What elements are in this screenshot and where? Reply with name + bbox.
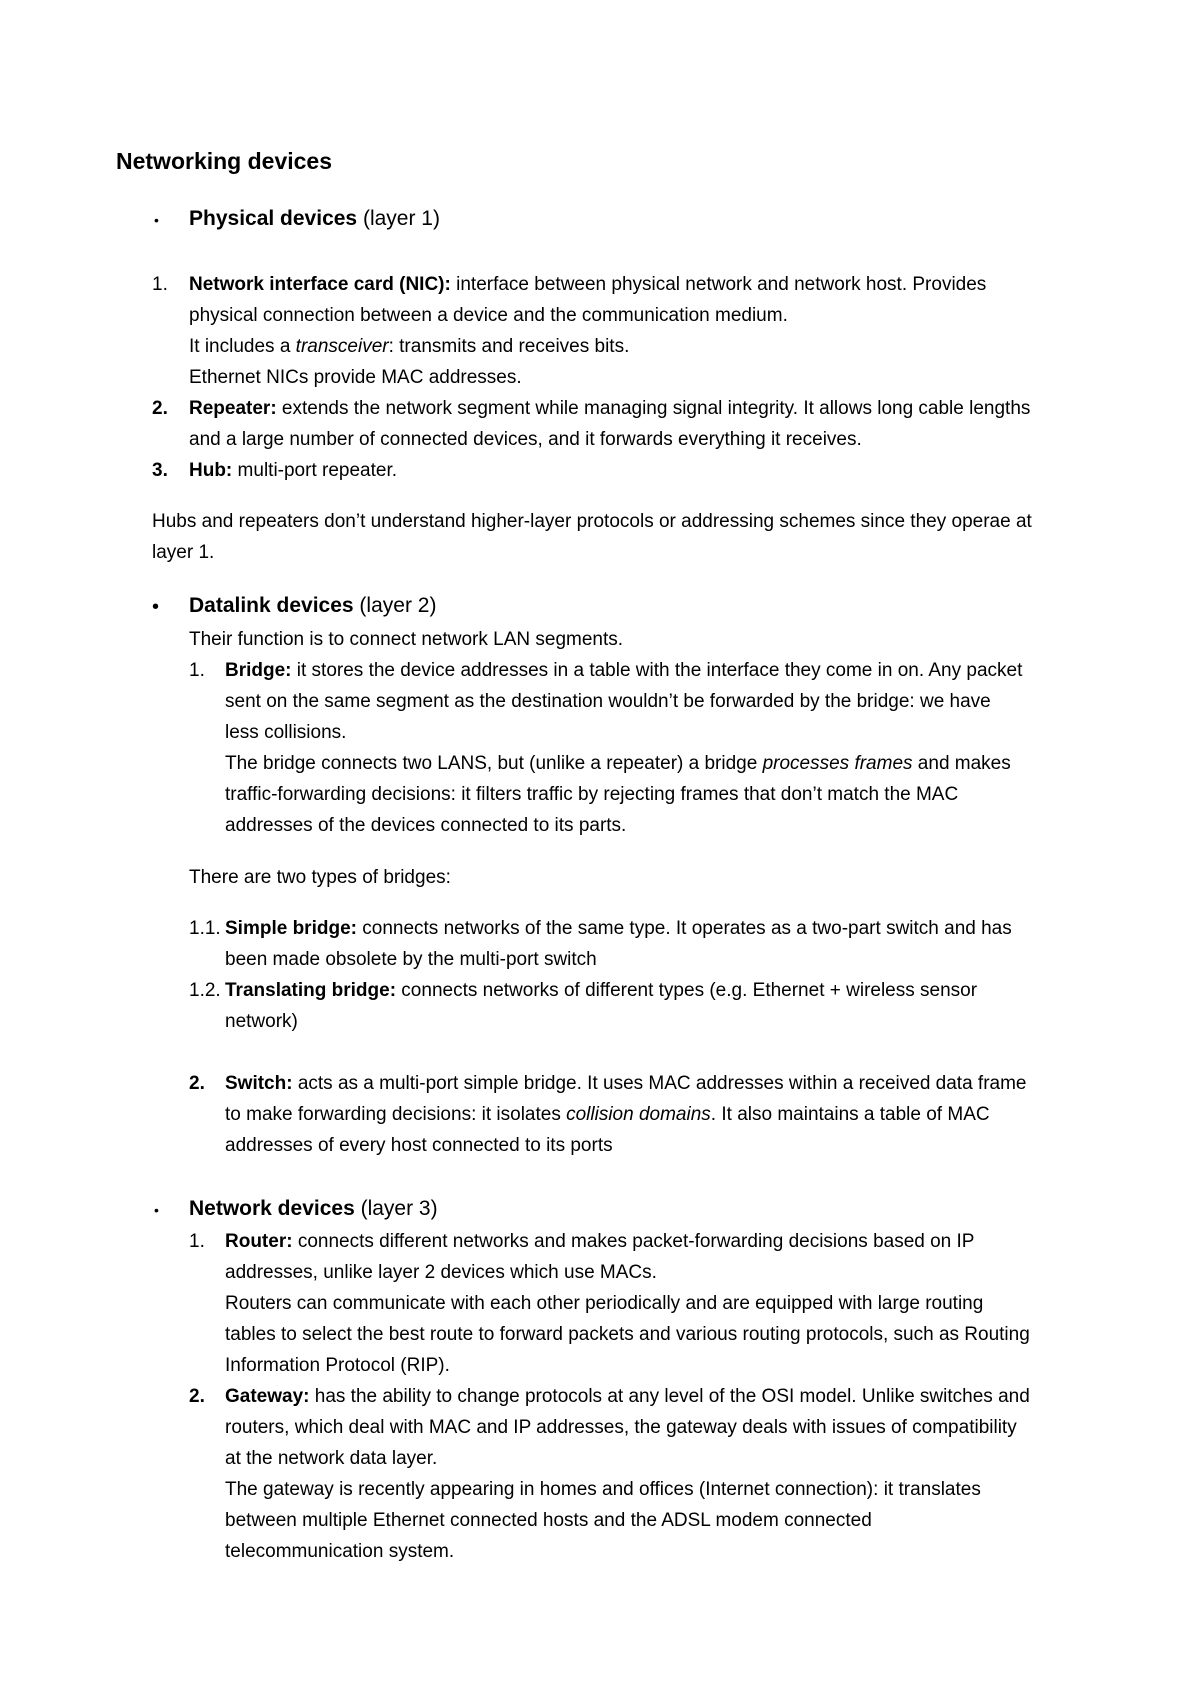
router-item-line5: Information Protocol (RIP). [225,1355,450,1376]
translating-bridge-line1: Translating bridge: connects networks of different types (e.g. Ethernet + wireless sensor [225,980,978,1001]
switch-item-line1: Switch: acts as a multi-port simple bridge. It uses MAC addresses within a received data frame [225,1073,1027,1094]
item-number: 2. [189,1073,205,1094]
gateway-item-line2: routers, which deal with MAC and IP addresses, the gateway deals with issues of compatibility [225,1417,1017,1438]
bridge-item-line2: sent on the same segment as the destination wouldn’t be forwarded by the bridge: we have [225,691,991,712]
repeater-item-line2: and a large number of connected devices, and it forwards everything it receives. [189,429,862,450]
router-item-line3: Routers can communicate with each other periodically and are equipped with large routing [225,1293,984,1314]
subitem-number: 1.2. [189,980,221,1001]
simple-bridge-line2: been made obsolete by the multi-port switch [225,949,597,970]
layer1-note-line1: Hubs and repeaters don’t understand higher-layer protocols or addressing schemes since they operae at [152,511,1032,532]
item-number: 1. [152,274,168,295]
hub-item-line1: Hub: multi-port repeater. [189,460,398,481]
repeater-item-line1: Repeater: extends the network segment while managing signal integrity. It allows long cable lengths [189,398,1031,419]
bullet-layer1: • [154,212,159,228]
router-item-line1: Router: connects different networks and makes packet-forwarding decisions based on IP [225,1231,975,1252]
item-number: 3. [152,460,168,481]
nic-item-line3: It includes a transceiver: transmits and receives bits. [189,336,630,357]
nic-item-line2: physical connection between a device and the communication medium. [189,305,788,326]
section-heading-layer2: Datalink devices (layer 2) [189,594,437,617]
gateway-item-line5: between multiple Ethernet connected hosts and the ADSL modem connected [225,1510,872,1531]
bridge-item-line6: addresses of the devices connected to its parts. [225,815,627,836]
router-item-line4: tables to select the best route to forward packets and various routing protocols, such as Routing [225,1324,1030,1345]
bullet-layer3: • [154,1202,159,1218]
gateway-item-line1: Gateway: has the ability to change protocols at any level of the OSI model. Unlike switches and [225,1386,1030,1407]
bridge-item-line3: less collisions. [225,722,347,743]
section-heading-layer1: Physical devices (layer 1) [189,207,440,230]
section-heading-layer3: Network devices (layer 3) [189,1197,438,1220]
translating-bridge-line2: network) [225,1011,298,1032]
layer1-note-line2: layer 1. [152,542,215,563]
bridge-item-line5: traffic-forwarding decisions: it filters traffic by rejecting frames that don’t match the MAC [225,784,959,805]
item-number: 2. [189,1386,205,1407]
item-number: 1. [189,1231,205,1252]
nic-item-line4: Ethernet NICs provide MAC addresses. [189,367,522,388]
bridge-types-intro: There are two types of bridges: [189,867,451,888]
subitem-number: 1.1. [189,918,221,939]
item-number: 1. [189,660,205,681]
simple-bridge-line1: Simple bridge: connects networks of the same type. It operates as a two-part switch and has [225,918,1012,939]
bridge-item-line4: The bridge connects two LANS, but (unlike a repeater) a bridge processes frames and makes [225,753,1011,774]
nic-item-line1: Network interface card (NIC): interface between physical network and network host. Provides [189,274,987,295]
switch-item-line2: to make forwarding decisions: it isolates collision domains. It also maintains a table of MAC [225,1104,990,1125]
gateway-item-line3: at the network data layer. [225,1448,438,1469]
gateway-item-line6: telecommunication system. [225,1541,455,1562]
gateway-item-line4: The gateway is recently appearing in homes and offices (Internet connection): it translates [225,1479,981,1500]
bullet-layer2: • [152,596,160,618]
page-title: Networking devices [116,148,333,174]
router-item-line2: addresses, unlike layer 2 devices which use MACs. [225,1262,657,1283]
bridge-item-line1: Bridge: it stores the device addresses in a table with the interface they come in on. Any packet [225,660,1023,681]
switch-item-line3: addresses of every host connected to its ports [225,1135,613,1156]
layer2-intro: Their function is to connect network LAN segments. [189,629,624,650]
item-number: 2. [152,398,168,419]
